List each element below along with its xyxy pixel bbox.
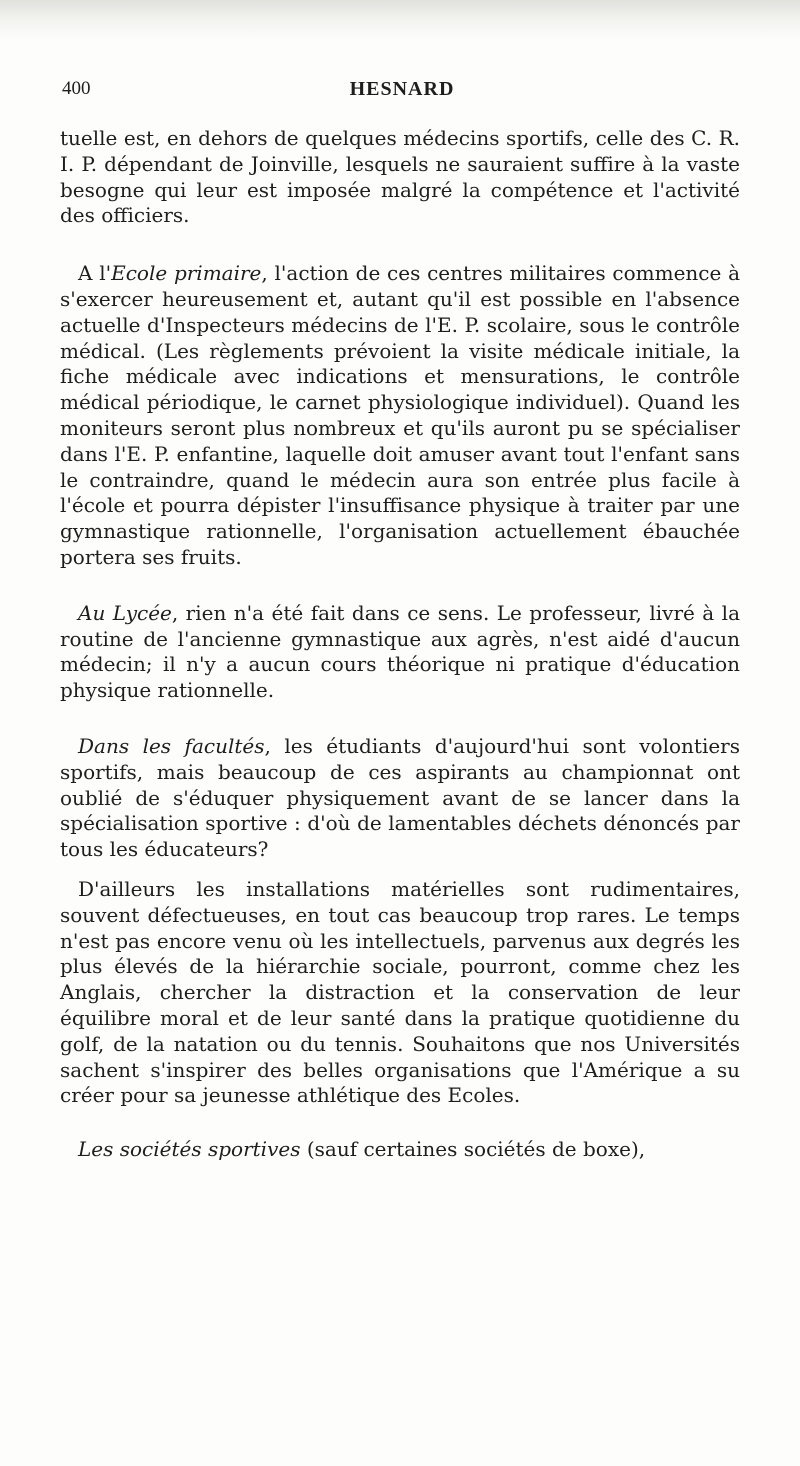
paragraph-ecole-primaire	[60, 261, 740, 571]
paragraph-continuation	[60, 126, 740, 229]
paragraph-lead-italic: Les sociétés sportives	[78, 1137, 301, 1162]
paragraph-text: (sauf certaines sociétés de boxe),	[300, 1137, 646, 1162]
paragraph-installations	[60, 877, 740, 1109]
paragraph-text: , l'action de ces centres militaires commence à s'exercer heureusement et, autant qu'il est possible en l'absence actuelle d'Inspecteurs médecins de l'E. P. scolaire, sous le contrôle médical. (Les règlements prévoient la visite médicale initiale, la fiche médicale avec indications et mensurations, le contrôle médical périodique, le carnet physiologique individuel). Quand les moniteurs seront plus nombreux et qu'ils auront pu se spécialiser dans l'E. P. enfantine, laquelle doit amuser avant tout l'enfant sans le contraindre, quand le médecin aura son entrée plus facile à l'école et pourra dépister l'insuffisance physique à traiter par une gymnastique rationnelle, l'organisation actuellement ébauchée portera ses fruits.	[60, 261, 741, 569]
paragraph-societes-sportives	[60, 1137, 740, 1163]
paragraph-lead-italic: Dans les facultés	[78, 733, 265, 758]
page-number: 400	[62, 78, 91, 99]
running-head: HESNARD	[349, 78, 455, 100]
paragraph-lycee	[60, 601, 740, 704]
body-text	[60, 126, 740, 1163]
paragraph-text: tuelle est, en dehors de quelques médecins sportifs, celle des C. R. I. P. dépendant de Joinville, lesquels ne sauraient suffire à la vaste besogne qui leur est imposée malgré la compétence et l'activité des officiers.	[60, 126, 740, 228]
page-header	[62, 78, 742, 108]
paragraph-facultes	[60, 734, 740, 863]
paragraph-text: , rien n'a été fait dans ce sens. Le professeur, livré à la routine de l'ancienne gymnastique aux agrès, n'est aidé d'aucun médecin; il n'y a aucun cours théorique ni pratique d'éducation physique rationnelle.	[60, 600, 740, 703]
paragraph-lead-italic: Ecole primaire	[111, 261, 262, 286]
paragraph-lead: A l'	[78, 261, 112, 286]
paragraph-lead-italic: Au Lycée	[78, 600, 172, 625]
scan-edge-shading	[0, 0, 800, 40]
paragraph-text: D'ailleurs les installations matérielles sont rudimentaires, souvent défectueuses, en tout cas beaucoup trop rares. Le temps n'est pas encore venu où les intellectuels, parvenus aux degrés les plus élevés de la hiérarchie sociale, pourront, comme chez les Anglais, chercher la distraction et la conservation de leur équilibre moral et de leur santé dans la pratique quotidienne du golf, de la natation ou du tennis. Souhaitons que nos Universités sachent s'inspirer des belles organisations que l'Amérique a su créer pour sa jeunesse athlétique des Ecoles.	[60, 876, 740, 1108]
paragraph-text: , les étudiants d'aujourd'hui sont volontiers sportifs, mais beaucoup de ces aspirants au championnat ont oublié de s'éduquer physiquement avant de se lancer dans la spécialisation sportive : d'où de lamentables déchets dénoncés par tous les éducateurs?	[60, 733, 741, 862]
